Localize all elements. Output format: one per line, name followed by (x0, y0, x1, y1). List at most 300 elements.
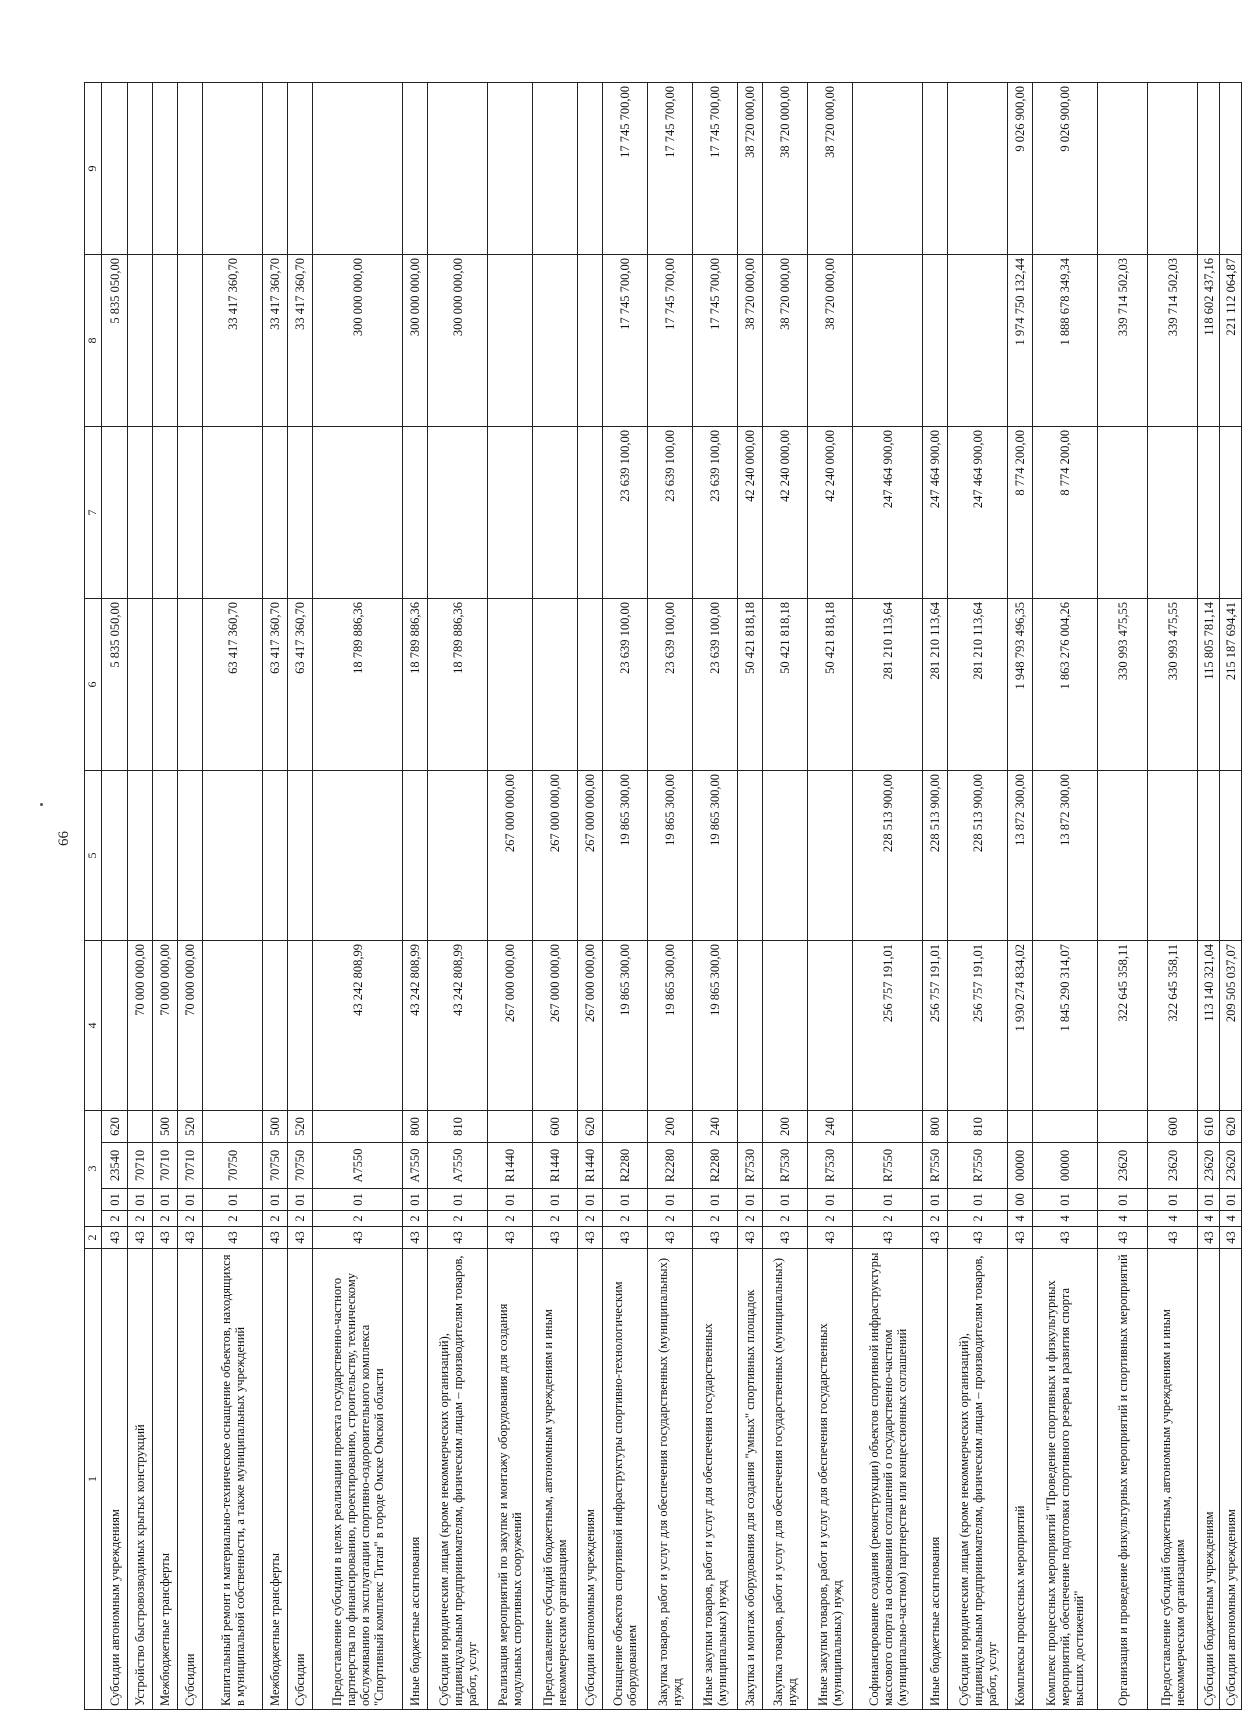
amount-cell (203, 427, 263, 599)
amount-cell: 19 865 300,00 (648, 771, 693, 941)
amount-cell: 1 974 750 132,44 (1008, 255, 1033, 427)
amount-cell: 330 993 475,55 (1098, 599, 1148, 771)
amount-cell (533, 599, 578, 771)
code-cell: 00 (1008, 1189, 1033, 1211)
amount-cell (428, 771, 488, 941)
vr-code-cell: 520 (288, 1111, 313, 1143)
amount-cell: 115 805 781,14 (1198, 599, 1220, 771)
row-name-cell: Предоставление субсидий бюджетным, автономным учреждениям и иным некоммерческим организациям (533, 1249, 578, 1710)
code-cell: 01 (853, 1189, 923, 1211)
amount-cell: 339 714 502,03 (1098, 255, 1148, 427)
amount-cell: 281 210 113,64 (923, 599, 948, 771)
table-row (923, 83, 948, 1710)
amount-cell: 267 000 000,00 (533, 941, 578, 1111)
amount-cell: 38 720 000,00 (808, 255, 853, 427)
vr-code-cell: 800 (923, 1111, 948, 1143)
amount-cell: 300 000 000,00 (313, 255, 403, 427)
amount-cell (128, 771, 153, 941)
vr-code-cell: 810 (948, 1111, 1008, 1143)
code-cell: R7530 (763, 1143, 808, 1189)
amount-cell: 23 639 100,00 (693, 599, 738, 771)
amount-cell (488, 427, 533, 599)
vr-code-cell: 800 (403, 1111, 428, 1143)
amount-cell (1148, 427, 1198, 599)
vr-code-cell: 620 (578, 1111, 603, 1143)
amount-cell: 228 513 900,00 (923, 771, 948, 941)
code-cell: 43 (102, 1227, 128, 1249)
code-cell: 43 (693, 1227, 738, 1249)
code-cell: 2 (153, 1211, 178, 1227)
code-cell: 01 (948, 1189, 1008, 1211)
amount-cell (178, 83, 203, 255)
code-cell: 01 (648, 1189, 693, 1211)
code-cell: 01 (153, 1189, 178, 1211)
code-cell: 01 (923, 1189, 948, 1211)
row-name-cell: Устройство быстровозводимых крытых конструкций (128, 1249, 153, 1710)
amount-cell: 247 464 900,00 (923, 427, 948, 599)
vr-code-cell: 200 (763, 1111, 808, 1143)
table-row (102, 83, 128, 1710)
amount-cell: 19 865 300,00 (693, 771, 738, 941)
amount-cell (1220, 771, 1242, 941)
code-cell: 01 (203, 1189, 263, 1211)
amount-cell: 267 000 000,00 (488, 941, 533, 1111)
amount-cell (288, 771, 313, 941)
amount-cell (102, 771, 128, 941)
amount-cell: 19 865 300,00 (603, 941, 648, 1111)
code-cell: 23620 (1220, 1143, 1242, 1189)
amount-cell: 63 417 360,70 (203, 599, 263, 771)
amount-cell: 1 930 274 834,02 (1008, 941, 1033, 1111)
amount-cell: 13 872 300,00 (1033, 771, 1098, 941)
amount-cell (203, 83, 263, 255)
header-cell: 9 (85, 83, 102, 255)
table-row (313, 83, 403, 1710)
amount-cell: 38 720 000,00 (763, 255, 808, 427)
code-cell: R2280 (648, 1143, 693, 1189)
code-cell: R7550 (948, 1143, 1008, 1189)
row-name-cell: Межбюджетные трансферты (153, 1249, 178, 1710)
code-cell: 43 (288, 1227, 313, 1249)
amount-cell: 43 242 808,99 (313, 941, 403, 1111)
amount-cell (1220, 83, 1242, 255)
code-cell: A7550 (428, 1143, 488, 1189)
table-row (203, 83, 263, 1710)
code-cell: 43 (203, 1227, 263, 1249)
amount-cell (488, 255, 533, 427)
amount-cell (853, 255, 923, 427)
code-cell: 01 (693, 1189, 738, 1211)
header-cell: 5 (85, 771, 102, 941)
amount-cell (403, 83, 428, 255)
vr-code-cell (1098, 1111, 1148, 1143)
code-cell: 2 (763, 1211, 808, 1227)
table-row (1148, 83, 1198, 1710)
code-cell: A7550 (313, 1143, 403, 1189)
code-cell: 2 (102, 1211, 128, 1227)
amount-cell: 5 835 050,00 (102, 599, 128, 771)
amount-cell: 228 513 900,00 (853, 771, 923, 941)
amount-cell: 38 720 000,00 (763, 83, 808, 255)
amount-cell (153, 599, 178, 771)
amount-cell: 8 774 200,00 (1008, 427, 1033, 599)
table-row (488, 83, 533, 1710)
row-name-cell: Субсидии автономным учреждениям (1220, 1249, 1242, 1710)
code-cell: 23540 (102, 1143, 128, 1189)
vr-code-cell (1033, 1111, 1098, 1143)
amount-cell (263, 427, 288, 599)
header-cell: 1 (85, 1249, 102, 1710)
header-cell: 7 (85, 427, 102, 599)
vr-code-cell: 600 (533, 1111, 578, 1143)
amount-cell (738, 941, 763, 1111)
amount-cell: 300 000 000,00 (403, 255, 428, 427)
header-cell: 2 (85, 1227, 102, 1249)
table-row (178, 83, 203, 1710)
row-name-cell: Закупка товаров, работ и услуг для обеспечения государственных (муниципальных) нужд (648, 1249, 693, 1710)
code-cell: 2 (428, 1211, 488, 1227)
vr-code-cell: 810 (428, 1111, 488, 1143)
vr-code-cell (853, 1111, 923, 1143)
header-cell: 6 (85, 599, 102, 771)
vr-code-cell: 500 (153, 1111, 178, 1143)
vr-code-cell (313, 1111, 403, 1143)
vr-code-cell (128, 1111, 153, 1143)
amount-cell (178, 255, 203, 427)
row-name-cell: Софинансирование создания (реконструкции) объектов спортивной инфраструктуры массового спорта на основании соглашений о государственно-частном (муниципально-частном) партнерстве или концессионных соглашений (853, 1249, 923, 1710)
table-row (1198, 83, 1220, 1710)
amount-cell: 43 242 808,99 (428, 941, 488, 1111)
code-cell: R7550 (923, 1143, 948, 1189)
code-cell: 01 (763, 1189, 808, 1211)
amount-cell (948, 83, 1008, 255)
code-cell: 43 (763, 1227, 808, 1249)
code-cell: 43 (533, 1227, 578, 1249)
amount-cell: 118 602 437,16 (1198, 255, 1220, 427)
amount-cell (1098, 83, 1148, 255)
row-name-cell: Субсидии (178, 1249, 203, 1710)
amount-cell: 17 745 700,00 (693, 83, 738, 255)
amount-cell (102, 427, 128, 599)
amount-cell (128, 599, 153, 771)
amount-cell (288, 427, 313, 599)
code-cell: 01 (178, 1189, 203, 1211)
code-cell: 43 (178, 1227, 203, 1249)
amount-cell (178, 599, 203, 771)
row-name-cell: Межбюджетные трансферты (263, 1249, 288, 1710)
code-cell: 4 (1033, 1211, 1098, 1227)
amount-cell: 8 774 200,00 (1033, 427, 1098, 599)
amount-cell (488, 83, 533, 255)
amount-cell: 322 645 358,11 (1148, 941, 1198, 1111)
row-name-cell: Иные закупки товаров, работ и услуг для обеспечения государственных (муниципальных) нужд (693, 1249, 738, 1710)
amount-cell: 281 210 113,64 (948, 599, 1008, 771)
code-cell: 01 (1198, 1189, 1220, 1211)
amount-cell: 23 639 100,00 (648, 427, 693, 599)
row-name-cell: Комплексы процессных мероприятий (1008, 1249, 1033, 1710)
amount-cell: 17 745 700,00 (603, 255, 648, 427)
table-row (693, 83, 738, 1710)
amount-cell (313, 83, 403, 255)
code-cell: 00000 (1033, 1143, 1098, 1189)
amount-cell: 5 835 050,00 (102, 255, 128, 427)
amount-cell: 70 000 000,00 (128, 941, 153, 1111)
amount-cell: 256 757 191,01 (948, 941, 1008, 1111)
amount-cell (428, 427, 488, 599)
amount-cell: 1 845 290 314,07 (1033, 941, 1098, 1111)
code-cell: 43 (153, 1227, 178, 1249)
amount-cell (578, 255, 603, 427)
vr-code-cell (738, 1111, 763, 1143)
amount-cell (428, 83, 488, 255)
amount-cell: 215 187 694,41 (1220, 599, 1242, 771)
page-number: 66 (56, 831, 72, 846)
amount-cell: 1 948 793 496,35 (1008, 599, 1033, 771)
amount-cell: 33 417 360,70 (263, 255, 288, 427)
amount-cell: 23 639 100,00 (603, 427, 648, 599)
row-name-cell: Комплекс процессных мероприятий "Проведение спортивных и физкультурных мероприятий, обеспечение подготовки спортивного резерва и развития спорта высших достижений" (1033, 1249, 1098, 1710)
amount-cell (488, 599, 533, 771)
amount-cell (1098, 427, 1148, 599)
code-cell: 2 (738, 1211, 763, 1227)
row-name-cell: Субсидии автономным учреждениям (578, 1249, 603, 1710)
amount-cell (1098, 771, 1148, 941)
row-name-cell: Субсидии бюджетным учреждениям (1198, 1249, 1220, 1710)
row-name-cell: Иные бюджетные ассигнования (923, 1249, 948, 1710)
code-cell: 01 (428, 1189, 488, 1211)
code-cell: 43 (808, 1227, 853, 1249)
amount-cell (203, 941, 263, 1111)
code-cell: 43 (403, 1227, 428, 1249)
amount-cell: 43 242 808,99 (403, 941, 428, 1111)
code-cell: 2 (178, 1211, 203, 1227)
code-cell: 2 (403, 1211, 428, 1227)
vr-code-cell (1008, 1111, 1033, 1143)
amount-cell: 221 112 064,87 (1220, 255, 1242, 427)
amount-cell: 38 720 000,00 (808, 83, 853, 255)
code-cell: 43 (603, 1227, 648, 1249)
row-name-cell: Субсидии (288, 1249, 313, 1710)
code-cell: 00000 (1008, 1143, 1033, 1189)
code-cell: 2 (603, 1211, 648, 1227)
amount-cell (578, 83, 603, 255)
row-name-cell: Закупка товаров, работ и услуг для обеспечения государственных (муниципальных) нужд (763, 1249, 808, 1710)
code-cell: R2280 (603, 1143, 648, 1189)
table-row (1008, 83, 1033, 1710)
budget-table (84, 82, 1242, 1710)
code-cell: 01 (1148, 1189, 1198, 1211)
scan-dot (40, 803, 43, 806)
code-cell: 43 (1220, 1227, 1242, 1249)
amount-cell (578, 599, 603, 771)
code-cell: 43 (1033, 1227, 1098, 1249)
code-cell: 01 (533, 1189, 578, 1211)
amount-cell: 19 865 300,00 (693, 941, 738, 1111)
code-cell: 4 (1220, 1211, 1242, 1227)
amount-cell: 247 464 900,00 (948, 427, 1008, 599)
amount-cell: 330 993 475,55 (1148, 599, 1198, 771)
amount-cell: 1 863 276 004,26 (1033, 599, 1098, 771)
amount-cell (313, 771, 403, 941)
code-cell: 43 (853, 1227, 923, 1249)
amount-cell (403, 771, 428, 941)
code-cell: R7530 (808, 1143, 853, 1189)
vr-code-cell: 500 (263, 1111, 288, 1143)
amount-cell: 281 210 113,64 (853, 599, 923, 771)
amount-cell (533, 83, 578, 255)
code-cell: 01 (288, 1189, 313, 1211)
amount-cell: 23 639 100,00 (648, 599, 693, 771)
amount-cell (263, 941, 288, 1111)
vr-code-cell: 520 (178, 1111, 203, 1143)
table-row (1220, 83, 1242, 1710)
code-cell: 43 (428, 1227, 488, 1249)
code-cell: 01 (488, 1189, 533, 1211)
vr-code-cell: 610 (1198, 1111, 1220, 1143)
amount-cell (203, 771, 263, 941)
amount-cell (533, 427, 578, 599)
vr-code-cell: 620 (102, 1111, 128, 1143)
code-cell: R7550 (853, 1143, 923, 1189)
row-name-cell: Оснащение объектов спортивной инфраструктуры спортивно-технологическим оборудованием (603, 1249, 648, 1710)
header-row (85, 83, 102, 1710)
amount-cell (1148, 771, 1198, 941)
amount-cell: 19 865 300,00 (603, 771, 648, 941)
amount-cell: 17 745 700,00 (648, 83, 693, 255)
table-row (263, 83, 288, 1710)
table-row (1033, 83, 1098, 1710)
amount-cell (403, 427, 428, 599)
row-name-cell: Предоставление субсидии в целях реализации проекта государственно-частного партнерства по финансированию, проектированию, строительству, техническому обслуживанию и эксплуатации спортивно-оздоровительного комплекса "Спортивный комплекс Титан" в городе Омске Омской области (313, 1249, 403, 1710)
code-cell: 4 (1198, 1211, 1220, 1227)
code-cell: R7530 (738, 1143, 763, 1189)
vr-code-cell: 240 (808, 1111, 853, 1143)
code-cell: 2 (948, 1211, 1008, 1227)
code-cell: 70750 (288, 1143, 313, 1189)
amount-cell: 13 872 300,00 (1008, 771, 1033, 941)
vr-code-cell (488, 1111, 533, 1143)
vr-code-cell (203, 1111, 263, 1143)
row-name-cell: Капитальный ремонт и материально-техническое оснащение объектов, находящихся в муниципальной собственности, а также муниципальных учреждений (203, 1249, 263, 1710)
amount-cell (153, 427, 178, 599)
amount-cell: 50 421 818,18 (808, 599, 853, 771)
code-cell: 43 (313, 1227, 403, 1249)
code-cell: 01 (603, 1189, 648, 1211)
table-row (948, 83, 1008, 1710)
code-cell: 70710 (128, 1143, 153, 1189)
code-cell: 01 (263, 1189, 288, 1211)
amount-cell (763, 771, 808, 941)
amount-cell: 17 745 700,00 (603, 83, 648, 255)
amount-cell (1198, 83, 1220, 255)
row-name-cell: Реализация мероприятий по закупке и монтажу оборудования для создания модульных спортивных сооружений (488, 1249, 533, 1710)
code-cell: 01 (313, 1189, 403, 1211)
amount-cell: 63 417 360,70 (288, 599, 313, 771)
amount-cell (533, 255, 578, 427)
amount-cell: 70 000 000,00 (178, 941, 203, 1111)
code-cell: 70710 (153, 1143, 178, 1189)
code-cell: 4 (1148, 1211, 1198, 1227)
table-row (603, 83, 648, 1710)
amount-cell: 209 505 037,07 (1220, 941, 1242, 1111)
table-row (428, 83, 488, 1710)
row-name-cell: Субсидии юридическим лицам (кроме некоммерческих организаций), индивидуальным предпринимателям, физическим лицам – производителям товаров, работ, услуг (948, 1249, 1008, 1710)
amount-cell (178, 771, 203, 941)
amount-cell: 113 140 321,04 (1198, 941, 1220, 1111)
row-name-cell: Организация и проведение физкультурных мероприятий и спортивных мероприятий (1098, 1249, 1148, 1710)
vr-code-cell: 200 (648, 1111, 693, 1143)
code-cell: 43 (923, 1227, 948, 1249)
amount-cell: 9 026 900,00 (1033, 83, 1098, 255)
code-cell: 43 (1148, 1227, 1198, 1249)
amount-cell (288, 941, 313, 1111)
code-cell: 2 (648, 1211, 693, 1227)
code-cell: 2 (263, 1211, 288, 1227)
code-cell: 2 (923, 1211, 948, 1227)
row-name-cell: Иные закупки товаров, работ и услуг для обеспечения государственных (муниципальных) нужд (808, 1249, 853, 1710)
code-cell: 43 (1198, 1227, 1220, 1249)
amount-cell (1198, 771, 1220, 941)
amount-cell: 42 240 000,00 (808, 427, 853, 599)
code-cell: 01 (808, 1189, 853, 1211)
code-cell: R1440 (488, 1143, 533, 1189)
header-cell: 8 (85, 255, 102, 427)
amount-cell: 17 745 700,00 (693, 255, 738, 427)
row-name-cell: Субсидии автономным учреждениям (102, 1249, 128, 1710)
amount-cell: 63 417 360,70 (263, 599, 288, 771)
code-cell: 43 (1008, 1227, 1033, 1249)
amount-cell (128, 427, 153, 599)
amount-cell: 23 639 100,00 (693, 427, 738, 599)
row-name-cell: Иные бюджетные ассигнования (403, 1249, 428, 1710)
vr-code-cell: 620 (1220, 1111, 1242, 1143)
code-cell: 01 (738, 1189, 763, 1211)
vr-code-cell (603, 1111, 648, 1143)
table-row (1098, 83, 1148, 1710)
amount-cell: 17 745 700,00 (648, 255, 693, 427)
amount-cell: 38 720 000,00 (738, 83, 763, 255)
code-cell: 01 (1098, 1189, 1148, 1211)
amount-cell: 42 240 000,00 (738, 427, 763, 599)
amount-cell: 19 865 300,00 (648, 941, 693, 1111)
code-cell: 2 (488, 1211, 533, 1227)
table-row (808, 83, 853, 1710)
table-body (85, 83, 1242, 1710)
row-name-cell: Закупка и монтаж оборудования для создания "умных" спортивных площадок (738, 1249, 763, 1710)
code-cell: 43 (948, 1227, 1008, 1249)
code-cell: 43 (738, 1227, 763, 1249)
amount-cell: 267 000 000,00 (578, 771, 603, 941)
code-cell: 01 (102, 1189, 128, 1211)
amount-cell (808, 941, 853, 1111)
amount-cell (1148, 83, 1198, 255)
code-cell: 2 (808, 1211, 853, 1227)
code-cell: 43 (648, 1227, 693, 1249)
amount-cell: 300 000 000,00 (428, 255, 488, 427)
code-cell: 01 (403, 1189, 428, 1211)
code-cell: A7550 (403, 1143, 428, 1189)
amount-cell: 247 464 900,00 (853, 427, 923, 599)
amount-cell (578, 427, 603, 599)
amount-cell (263, 83, 288, 255)
rotated-table-wrapper (84, 83, 1238, 1710)
amount-cell: 42 240 000,00 (763, 427, 808, 599)
amount-cell (102, 941, 128, 1111)
amount-cell (1220, 427, 1242, 599)
amount-cell: 18 789 886,36 (428, 599, 488, 771)
amount-cell (153, 255, 178, 427)
amount-cell: 33 417 360,70 (203, 255, 263, 427)
